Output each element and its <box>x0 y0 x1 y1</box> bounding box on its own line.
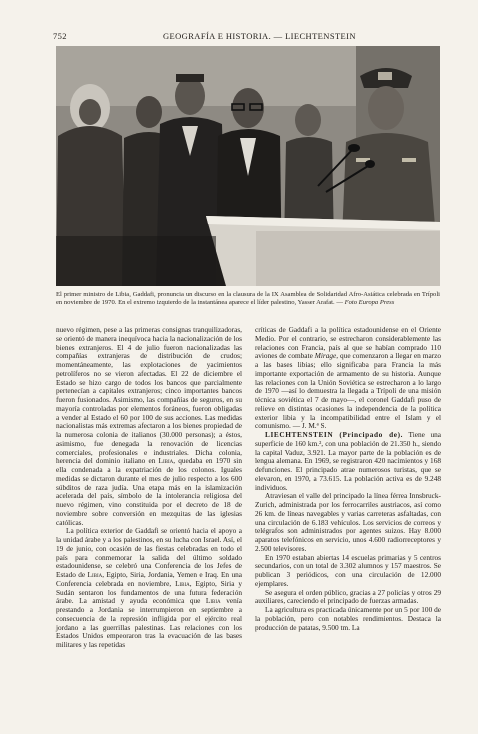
paragraph: Se asegura el orden público, gracias a 27 policías y otros 29 auxiliares, careciendo el principado de fuerzas armadas. <box>255 587 441 606</box>
text-run: nuevo régimen, pese a las primeras consignas tranquilizadoras, se orientó de manera inequívoca hacia la nacionalización de los bienes extranjeros. El 4 de julio fueron nacionalizadas las compañías extranjeras de distribución de crudos; momentáneamente, las explotaciones de yacimientos petrolíferos no se vieron afectadas. El 22 de diciembre el Estado se hizo cargo de todos los bancos que parcialmente pertenecían a capitales extranjeros; cinco importantes bancos fueron fusionados. Asimismo, las compañías de seguros, en su mayoría controladas por elementos foráneos, fueron obligadas a vender al Estado el 60 por 100 de sus acciones. Las medidas nacionalistas más extremas afectaron a los bienes propiedad de la numerosa colonia de italianos (30.000 personas); a éstos, asimismo, fue denegada la renovación de licencias comerciales, profesionales e industriales. Dicha colonia, herencia del dominio italiano en <box>56 325 242 466</box>
paragraph <box>56 326 242 527</box>
text-run: críticas de Gaddafi a la política estadounidense en el Oriente Medio. Por el contrario, se estrecharon considerablemente las relaciones con Francia, país al que se habían comprado 110 aviones de combate <box>255 325 441 361</box>
text-run: La política exterior de Gaddafi se orientó hacia el apoyo a la unidad árabe y a los palestinos, en su lucha con Israel. Así, el 19 de junio, con ocasión de las fiestas celebradas en todo el país para conmemorar la salida del último soldado estadounidense, se celebró una Conferencia de los Jefes de Estado de <box>56 526 242 579</box>
aircraft-name: Mirage <box>314 351 337 361</box>
country-name: Libia <box>175 578 190 588</box>
paragraph: La agricultura es practicada únicamente por un 5 por 100 de la población, pero con notables rendimientos. Destaca la producción de patatas, 9.500 tm. La <box>255 605 441 632</box>
country-name: Libia <box>205 596 221 606</box>
text-run: , Egipto, Siria, Jordania, Yemen e Iraq. En una Conferencia celebrada en noviembre, <box>56 570 242 588</box>
running-header <box>53 31 438 43</box>
text-run: , Egipto, Siria y Sudán sentaron los fundamentos de una futura federación árabe. La amistad y ayuda económica que <box>56 578 242 606</box>
entry-title: LIECHTENSTEIN (Principado de). <box>265 430 404 439</box>
page-number: 752 <box>53 31 67 41</box>
text-run: , que comenzaron a llegar en marzo a las bases libias; ello significaba para Francia la más importante exportación de armamento de su historia. Aunque las relaciones con la Unión Soviética se estrecharon a lo largo de 1970 —así lo demuestra la llegada a Trípoli de una misión técnica soviética el 7 de mayo—, el coronel Gaddafi puso de relieve en distintas ocasiones la independencia de la política exterior libia y la incompatibilidad entre el Islam y el comunismo. — <box>255 351 441 431</box>
text-run: venía prestando a Jordania se interrumpieron en septiembre a consecuencia de la represión infligida por el ejército real jordano a las guerrillas palestinas. Las relaciones con los Estados Unidos empeoraron tras la evacuación de las bases militares y las repetidas <box>56 596 242 649</box>
paragraph: En 1970 estaban abiertas 14 escuelas primarias y 5 centros secundarios, con un total de 3.302 alumnos y 157 maestros. Se publican 3 periódicos, con una circulación de 12.000 ejemplares. <box>255 552 441 588</box>
news-photo <box>56 46 440 286</box>
caption-text: El primer ministro de Libia, Gaddafi, pronuncia un discurso en la clausura de la IX Asamblea de Solidaridad Afro-Asiática celebrada en Trípoli en noviembre de 1970. En el extremo izquierdo de la instantánea aparece el líder palestino, Yasser Arafat. — <box>56 291 440 307</box>
text-run: Tiene una superficie de 160 km.², con una población de 21.350 h., siendo la capital Vaduz, 3.921. La mayor parte de la población es de lengua alemana. En 1969, se registraron 420 nacimientos y 168 defunciones. El principado atrae numerosos turistas, que se elevaron, en 1970, a 73.615. La población activa es de 9.248 individuos. <box>255 430 441 492</box>
running-title: GEOGRAFÍA E HISTORIA. — LIECHTENSTEIN <box>163 31 356 41</box>
photo-illustration <box>56 46 440 286</box>
left-column <box>56 326 242 650</box>
country-name: Libia <box>87 570 103 579</box>
photo-credit: Foto Europa Press <box>344 299 395 307</box>
author-initials: J. M.ª S. <box>301 421 327 431</box>
paragraph <box>255 326 441 431</box>
photo-caption <box>56 291 440 308</box>
country-name: Libia <box>158 456 174 466</box>
paragraph: Atraviesan el valle del principado la línea férrea Innsbruck-Zurich, administrada por los ferrocarriles austriacos, así como 26 km. de líneas navegables y varias carreteras asfaltadas, con una circulación de 6.183 vehículos. Los servicios de correos y telégrafos son administrados por agentes suizos. Hay 8.000 aparatos telefónicos en servicio, unos 4.600 radiorreceptores y 2.500 televisores. <box>255 491 441 553</box>
entry-paragraph <box>255 431 441 492</box>
right-column <box>255 326 441 632</box>
paragraph <box>56 527 242 650</box>
text-run: , quedaba en 1970 sin ella condenada a la expatriación de los colonos. Iguales medidas se dictaron durante el mes de julio respecto a los 600 súbditos de raza judía. Una etapa más en la islamización acelerada del país, símbolo de la intolerancia religiosa del nuevo régimen, vino constituida por el decreto de 18 de noviembre sobre conversión en mezquitas de las iglesias católicas. <box>56 456 242 527</box>
